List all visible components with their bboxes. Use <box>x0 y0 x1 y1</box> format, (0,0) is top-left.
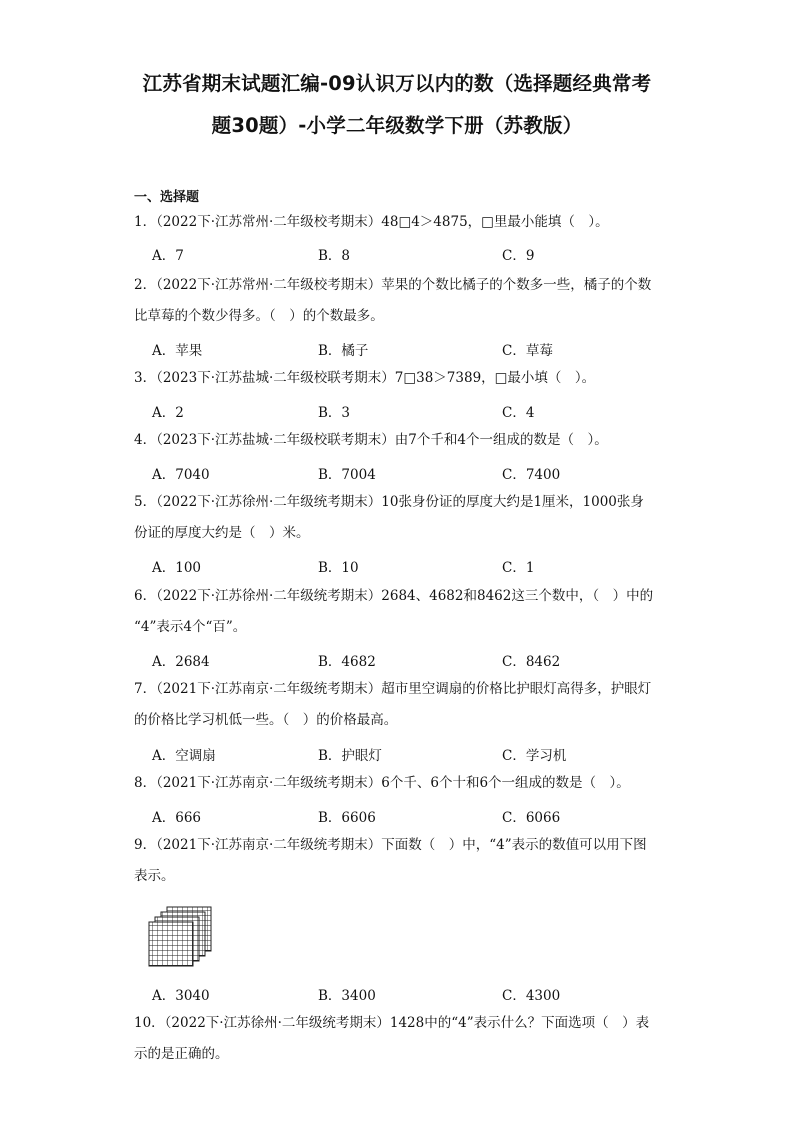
question-6-option-a: A．2684 <box>152 654 210 670</box>
question-4-option-c: C．7400 <box>502 467 561 483</box>
question-6-text-line-2: “4”表示4个“百”。 <box>134 619 247 635</box>
question-2-text-line-2: 比草莓的个数少得多。（ ）的个数最多。 <box>134 308 384 324</box>
question-4-text: 4．（2023下·江苏盐城·二年级校联考期末）由7个千和4个一组成的数是（ ）。 <box>134 432 608 448</box>
question-7-text-line-2: 的价格比学习机低一些。（ ）的价格最高。 <box>134 712 398 728</box>
question-1-option-c: C．9 <box>502 248 535 264</box>
question-3-option-c: C．4 <box>502 405 535 421</box>
question-1-option-a: A．7 <box>152 248 184 264</box>
question-7-option-a: A．空调扇 <box>152 748 216 764</box>
question-5-option-b: B．10 <box>318 560 359 576</box>
question-9-option-b: B．3400 <box>318 988 376 1004</box>
document-title-line-1: 江苏省期末试题汇编-09认识万以内的数（选择题经典常考 <box>142 72 652 95</box>
question-9-text-line-2: 表示。 <box>134 868 175 884</box>
question-8-option-b: B．6606 <box>318 810 376 826</box>
question-7-text-line-1: 7．（2021下·江苏南京·二年级统考期末）超市里空调扇的价格比护眼灯高得多，护眼灯 <box>134 681 652 697</box>
question-10-text-line-1: 10．（2022下·江苏徐州·二年级统考期末）1428中的“4”表示什么？下面选项（ ）表 <box>134 1015 650 1031</box>
question-9-option-c: C．4300 <box>502 988 561 1004</box>
question-2-option-a: A．苹果 <box>152 343 203 359</box>
question-5-text-line-2: 份证的厚度大约是（ ）米。 <box>134 525 310 541</box>
question-1-option-b: B．8 <box>318 248 351 264</box>
question-10-text-line-2: 示的是正确的。 <box>134 1046 229 1062</box>
question-2-option-c: C．草莓 <box>502 343 553 359</box>
question-4-option-b: B．7004 <box>318 467 376 483</box>
section-heading: 一、选择题 <box>134 190 200 205</box>
question-5-option-a: A．100 <box>152 560 202 576</box>
question-8-option-a: A．666 <box>152 810 202 826</box>
question-3-text: 3．（2023下·江苏盐城·二年级校联考期末）7□38＞7389，□最小填（ ）。 <box>134 370 596 386</box>
question-8-text: 8．（2021下·江苏南京·二年级统考期末）6个千、6个十和6个一组成的数是（ ）。 <box>134 775 630 791</box>
question-3-option-b: B．3 <box>318 405 351 421</box>
question-9-option-a: A．3040 <box>152 988 210 1004</box>
question-7-option-b: B．护眼灯 <box>318 748 382 764</box>
question-2-option-b: B．橘子 <box>318 343 369 359</box>
thousand-cubes-figure <box>147 905 213 969</box>
question-6-text-line-1: 6．（2022下·江苏徐州·二年级统考期末）2684、4682和8462这三个数中，（ ）中的 <box>134 588 654 604</box>
question-1-text: 1．（2022下·江苏常州·二年级校考期末）48□4＞4875，□里最小能填（ ）。 <box>134 214 609 230</box>
question-4-option-a: A．7040 <box>152 467 210 483</box>
question-5-option-c: C．1 <box>502 560 535 576</box>
question-6-option-b: B．4682 <box>318 654 376 670</box>
question-3-option-a: A．2 <box>152 405 184 421</box>
question-6-option-c: C．8462 <box>502 654 561 670</box>
question-8-option-c: C．6066 <box>502 810 561 826</box>
question-9-text-line-1: 9．（2021下·江苏南京·二年级统考期末）下面数（ ）中，“4”表示的数值可以用下图 <box>134 837 647 853</box>
cube-front <box>149 922 193 966</box>
document-title-line-2: 题30题）-小学二年级数学下册（苏教版） <box>211 114 583 137</box>
question-2-text-line-1: 2．（2022下·江苏常州·二年级校考期末）苹果的个数比橘子的个数多一些，橘子的个数 <box>134 277 652 293</box>
question-5-text-line-1: 5．（2022下·江苏徐州·二年级统考期末）10张身份证的厚度大约是1厘米，1000张身 <box>134 494 644 510</box>
question-7-option-c: C．学习机 <box>502 748 567 764</box>
